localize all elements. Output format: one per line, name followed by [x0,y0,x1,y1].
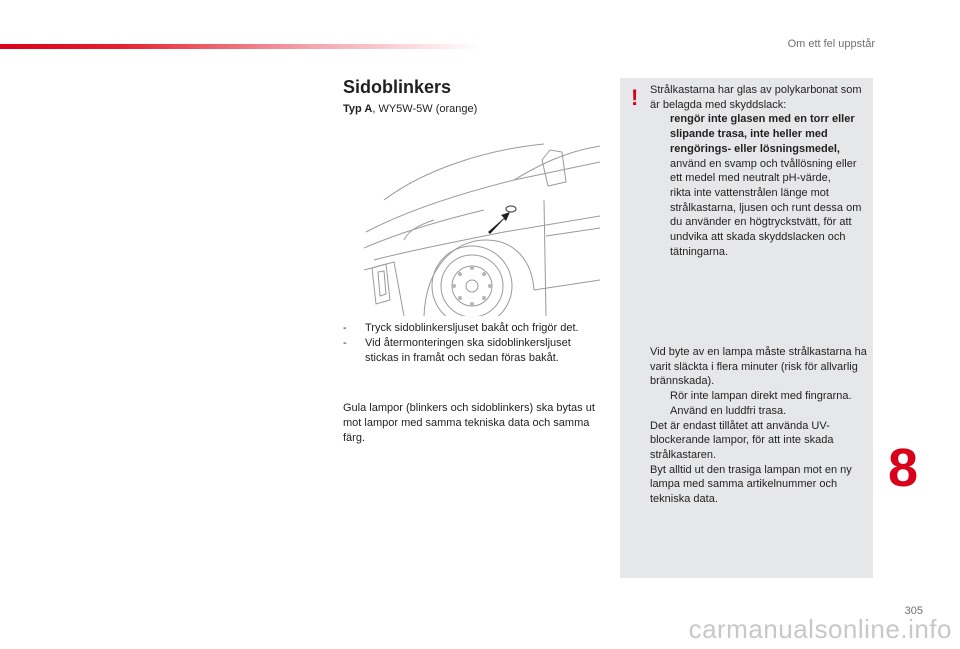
bulb-colour-note: Gula lampor (blinkers och sidoblinkers) ska bytas ut mot lampor med samma tekniska data och samma färg. [343,402,595,444]
header-accent-bar [0,44,480,49]
polycarbonate-warning [650,83,868,259]
side-indicator-illustration [364,140,600,316]
lamp-change-warning [650,345,868,507]
step-bullet: - [343,322,347,334]
lamp-list [650,389,868,418]
chapter-number: 8 [888,438,919,498]
step-text: Vid återmonteringen ska sidoblinkersljuset stickas in framåt och sedan föras bakåt. [365,337,571,364]
lamp-item-text: Rör inte lampan direkt med fingrarna. Använd en luddfri trasa. [670,390,852,417]
warning-list [650,112,868,259]
warning-item-text: rikta inte vattenstrålen länge mot strålkastarna, ljusen och runt dessa om du använder en högtryckstvätt, för att undvika att skada skyddslacken och tätningarna. [670,186,862,258]
step-item [343,336,605,366]
warning-item [650,157,868,186]
page-number: 305 [904,605,923,617]
lamp-type-label: Typ A [343,103,373,115]
warning-intro: Strålkastarna har glas av polykarbonat som är belagda med skyddslack: [650,84,862,111]
watermark: carmanualsonline.info [688,614,952,644]
warning-exclamation-icon: ! [631,85,639,110]
step-item [343,321,605,336]
chapter-heading: Om ett fel uppstår [787,38,875,50]
step-text: Tryck sidoblinkersljuset bakåt och frigör det. [365,322,579,334]
section-title: Sidoblinkers [343,77,452,97]
uv-lamp-note: Det är endast tillåtet att använda UV-blockerande lampor, för att inte skada strålkastaren. [650,419,834,461]
warning-item-text: använd en svamp och tvållösning eller ett medel med neutralt pH-värde, [670,157,857,185]
warning-item [650,186,868,260]
lamp-item [650,389,868,418]
instruction-steps [343,321,605,366]
lamp-intro: Vid byte av en lampa måste strålkastarna ha varit släckta i flera minuter (risk för allvarlig brännskada). [650,346,867,388]
step-bullet: - [343,337,347,349]
lamp-type-spec: , WY5W-5W (orange) [372,103,478,115]
warning-item [650,112,868,156]
replace-lamp-note: Byt alltid ut den trasiga lampan mot en ny lampa med samma artikelnummer och tekniska data. [650,463,852,506]
lamp-type-line [343,103,477,115]
warning-item-text: rengör inte glasen med en torr eller slipande trasa, inte heller med rengörings- eller lösningsmedel, [670,113,855,155]
